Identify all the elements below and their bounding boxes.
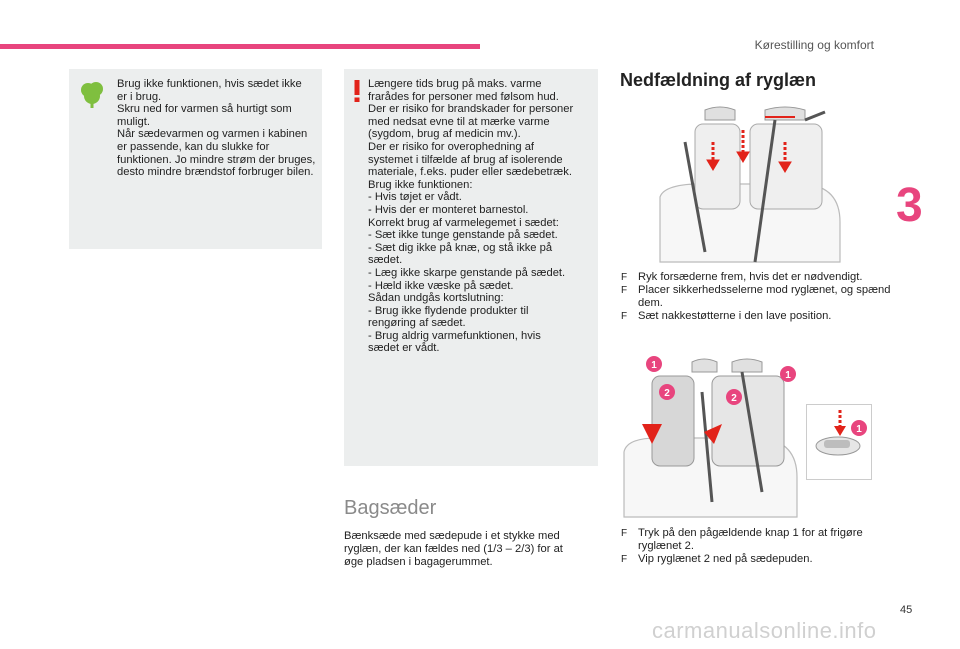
fold-step: F Sæt nakkestøtterne i den lave position. [621,310,891,323]
fold-steps-part1 [621,271,891,323]
callout-label: 1 [651,360,657,371]
page-number: 45 [900,604,913,616]
fold-step: F Placer sikkerhedsselerne mod ryglænet, og spænd dem. [621,284,891,310]
rear-seats-text: Bænksæde med sædepude i et stykke med ryglæn, der kan fældes ned (1/3 – 2/3) for at øge pladsen i bagagerummet. [344,530,563,568]
eco-note-box [69,69,322,249]
rear-seat-illustration-bottom [622,352,800,520]
callout-label: 2 [664,388,670,399]
fold-step: F Ryk forsæderne frem, hvis det er nødvendigt. [621,271,891,284]
release-button-detail [806,404,872,480]
callout-label: 2 [731,393,737,404]
exclamation-icon [350,79,364,103]
fold-backrest-heading: Nedfældning af ryglæn [620,70,817,90]
chapter-title: Kørestilling og komfort [754,38,874,52]
rear-seat-illustration-top [655,102,845,270]
fold-step: F Tryk på den pågældende knap 1 for at frigøre ryglænet 2. [621,527,891,553]
eco-note-text: Brug ikke funktionen, hvis sædet ikke er i brug. Skru ned for varmen så hurtigt som muligt. Når sædevarmen og varmen i kabinen er passende, kan du slukke for funktionen. Jo mindre strøm der bruges, desto mindre brændstof forbruger bilen. [117,78,316,179]
rear-seats-heading: Bagsæder [344,497,437,519]
tree-icon [77,79,107,109]
warning-note-box [344,69,598,466]
fold-step: F Vip ryglænet 2 ned på sædepuden. [621,553,891,566]
warning-note-text: Længere tids brug på maks. varme frarådes for personer med følsom hud. Der er risiko for brandskader for personer med nedsat evne til at mærke varme (sygdom, brug af medicin mv.). Der er risiko for overophedning af systemet i tilfælde af brug af isolerende materiale, f.eks. puder eller sædebetræk. Brug ikke funktionen: - Hvis tøjet er vådt. - Hvis der er monteret barnestol. Korrekt brug af varmelegemet i sædet: - Sæt ikke tunge genstande på sædet. - Sæt dig ikke på knæ, og stå ikke på sædet. - Læg ikke skarpe genstande på sædet. - Hæld ikke væske på sædet. Sådan undgås kortslutning: - Brug ikke flydende produkter til rengøring af sædet. - Brug aldrig varmefunktionen, hvis sædet er vådt. [368,78,574,355]
callout-label: 1 [785,370,791,381]
pink-header-bar [0,44,480,49]
chapter-number: 3 [896,179,923,232]
watermark: carmanualsonline.info [652,618,877,643]
fold-steps-part2 [621,527,891,566]
callout-label: 1 [856,424,862,435]
